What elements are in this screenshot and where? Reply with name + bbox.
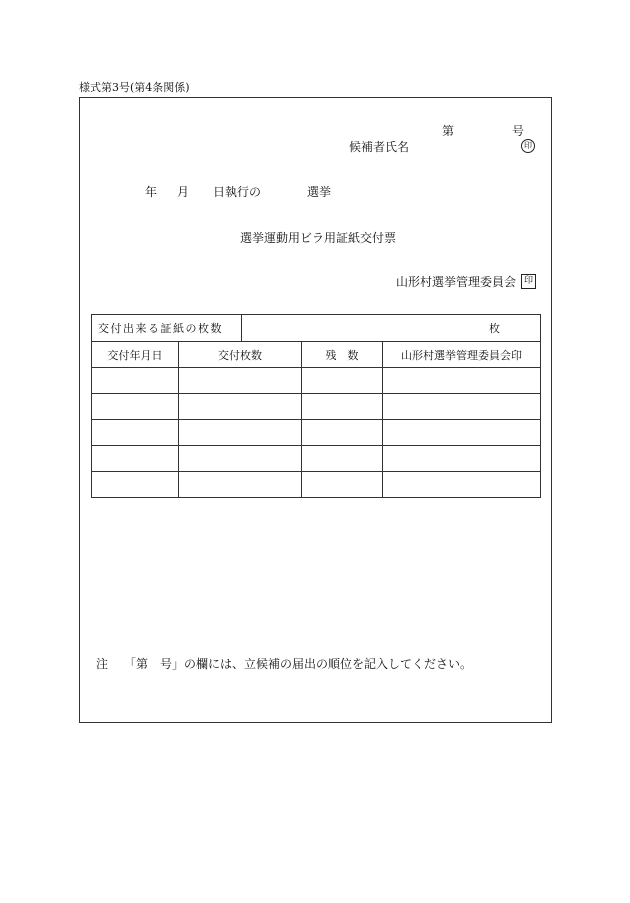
- issue-date-cell[interactable]: [92, 472, 179, 498]
- note-text: 「第 号」の欄には、立候補の届出の順位を記入してください。: [124, 657, 473, 671]
- candidate-seal-icon: 印: [521, 139, 535, 153]
- issued-count-cell[interactable]: [179, 420, 302, 446]
- table-header-row: [92, 342, 541, 368]
- table-row: [92, 420, 541, 446]
- remaining-cell[interactable]: [302, 394, 383, 420]
- issued-count-cell[interactable]: [179, 368, 302, 394]
- committee-seal-icon: 印: [521, 274, 536, 289]
- issuable-stamps-unit: 枚: [242, 315, 541, 342]
- candidate-name-label: 候補者氏名: [349, 140, 410, 154]
- document-title: 選挙運動用ビラ用証紙交付票: [240, 231, 397, 245]
- remaining-cell[interactable]: [302, 368, 383, 394]
- election-day-label: 日執行の: [213, 185, 262, 199]
- table-row: [92, 394, 541, 420]
- issued-count-cell[interactable]: [179, 394, 302, 420]
- issued-count-cell[interactable]: [179, 472, 302, 498]
- header-issued-count: 交付枚数: [179, 342, 302, 368]
- table-row: [92, 446, 541, 472]
- issue-date-cell[interactable]: [92, 368, 179, 394]
- header-issue-date: 交付年月日: [92, 342, 179, 368]
- issue-date-cell[interactable]: [92, 394, 179, 420]
- remaining-cell[interactable]: [302, 472, 383, 498]
- election-year-label: 年: [145, 185, 158, 199]
- issue-date-cell[interactable]: [92, 420, 179, 446]
- issuable-stamps-label: 交付出来る証紙の枚数: [92, 315, 242, 342]
- issued-count-cell[interactable]: [179, 446, 302, 472]
- election-type-label: 選挙: [307, 185, 332, 199]
- committee-name: 山形村選挙管理委員会: [396, 275, 517, 289]
- number-dai-label: 第: [442, 124, 455, 138]
- summary-row: [92, 315, 541, 342]
- form-number: 様式第3号(第4条関係): [79, 81, 190, 94]
- committee-seal-cell[interactable]: [383, 394, 541, 420]
- issue-date-cell[interactable]: [92, 446, 179, 472]
- remaining-cell[interactable]: [302, 446, 383, 472]
- note-prefix: 注: [96, 657, 109, 671]
- issue-table: [91, 314, 541, 498]
- header-committee-seal: 山形村選挙管理委員会印: [383, 342, 541, 368]
- number-go-label: 号: [512, 124, 525, 138]
- table-row: [92, 368, 541, 394]
- table-row: [92, 472, 541, 498]
- election-month-label: 月: [177, 185, 190, 199]
- header-remaining: 残 数: [302, 342, 383, 368]
- committee-seal-cell[interactable]: [383, 420, 541, 446]
- committee-seal-cell[interactable]: [383, 368, 541, 394]
- remaining-cell[interactable]: [302, 420, 383, 446]
- committee-seal-cell[interactable]: [383, 472, 541, 498]
- committee-seal-cell[interactable]: [383, 446, 541, 472]
